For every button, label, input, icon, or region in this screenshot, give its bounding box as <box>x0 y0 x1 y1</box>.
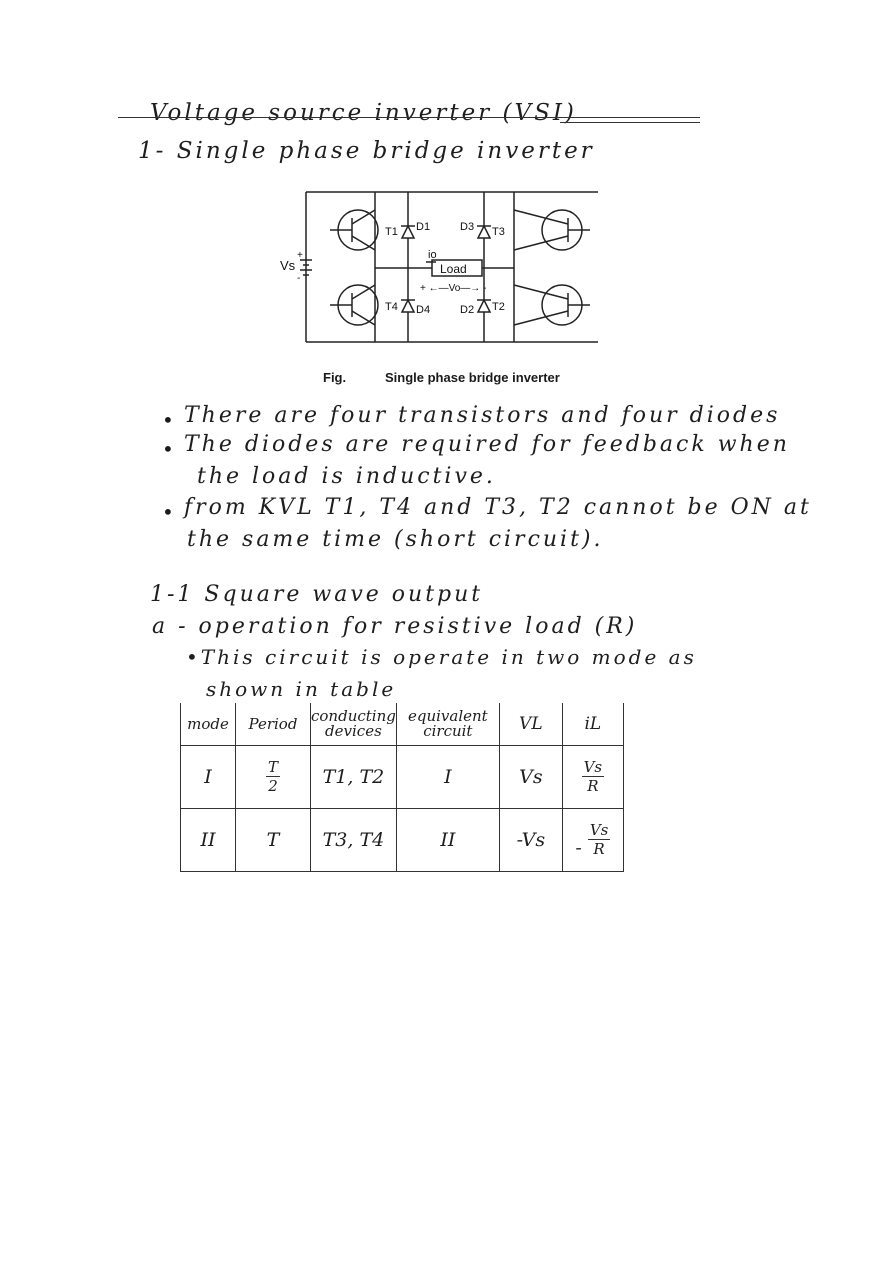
row2-period: T <box>236 809 311 872</box>
current-label: io <box>428 249 437 261</box>
label-d4: D4 <box>416 304 431 316</box>
diode-d3 <box>478 226 490 238</box>
vs-plus: + <box>297 250 303 261</box>
vs-minus: - <box>297 273 301 284</box>
row2-il-den: R <box>593 840 605 858</box>
row1-period <box>236 746 311 809</box>
heading-strike-line <box>118 117 700 118</box>
vs-label: Vs <box>280 258 296 273</box>
header-circuit: equivalent circuit <box>396 703 499 746</box>
row1-period-den: 2 <box>268 777 278 795</box>
bullet-2: The diodes are required for feedback when <box>184 432 790 457</box>
figure-caption-text: Single phase bridge inverter <box>385 370 560 385</box>
table-header-row <box>181 703 624 746</box>
row2-il-sign: - <box>575 837 582 859</box>
section-1-1: 1-1 Square wave output <box>150 582 484 607</box>
row1-vl: Vs <box>499 746 562 809</box>
row2-vl: -Vs <box>499 809 562 872</box>
bullet-dot-3: • <box>162 500 174 524</box>
paragraph-line-1: •This circuit is operate in two mode as <box>186 645 697 669</box>
bridge-inverter-diagram <box>270 180 610 350</box>
page-heading: Voltage source inverter (VSI) <box>150 100 577 126</box>
label-d3: D3 <box>460 221 475 233</box>
row1-il <box>562 746 623 809</box>
row1-il-num: Vs <box>583 758 603 776</box>
vo-label: + ←—Vo—→ - <box>420 283 487 294</box>
subheading: 1- Single phase bridge inverter <box>138 138 595 164</box>
table-row <box>181 809 624 872</box>
header-il: iL <box>562 703 623 746</box>
paragraph-line-2: shown in table <box>206 677 397 701</box>
section-a: a - operation for resistive load (R) <box>152 614 638 639</box>
mode-table <box>180 703 624 872</box>
row1-il-den: R <box>587 777 599 795</box>
diode-d4 <box>402 300 414 312</box>
row2-circuit: II <box>396 809 499 872</box>
bullet-dot-2: • <box>162 437 174 461</box>
load-label: Load <box>440 262 467 276</box>
row2-il-num: Vs <box>589 821 609 839</box>
diode-d1 <box>402 226 414 238</box>
header-mode: mode <box>181 703 236 746</box>
diode-d2 <box>478 300 490 312</box>
label-t1: T1 <box>385 226 398 238</box>
row1-circuit: I <box>396 746 499 809</box>
label-d2: D2 <box>460 304 475 316</box>
bullet-2-cont: the load is inductive. <box>197 464 496 489</box>
table-row <box>181 746 624 809</box>
bullet-1: There are four transistors and four diodes <box>184 403 781 428</box>
row2-mode: II <box>181 809 236 872</box>
bullet-3-cont: the same time (short circuit). <box>187 527 604 552</box>
label-t2: T2 <box>492 301 505 313</box>
label-t4: T4 <box>385 301 398 313</box>
row1-mode: I <box>181 746 236 809</box>
bullet-dot-1: • <box>162 408 174 432</box>
header-devices: conducting devices <box>311 703 397 746</box>
row1-devices: T1, T2 <box>311 746 397 809</box>
heading-underline <box>560 122 700 123</box>
figure-caption-prefix: Fig. <box>323 370 347 385</box>
row2-devices: T3, T4 <box>311 809 397 872</box>
bullet-3: from KVL T1, T4 and T3, T2 cannot be ON at <box>184 495 812 520</box>
label-t3: T3 <box>492 226 505 238</box>
header-period: Period <box>236 703 311 746</box>
header-vl: VL <box>499 703 562 746</box>
row1-period-num: T <box>267 758 278 776</box>
row2-il <box>562 809 623 872</box>
label-d1: D1 <box>416 221 431 233</box>
